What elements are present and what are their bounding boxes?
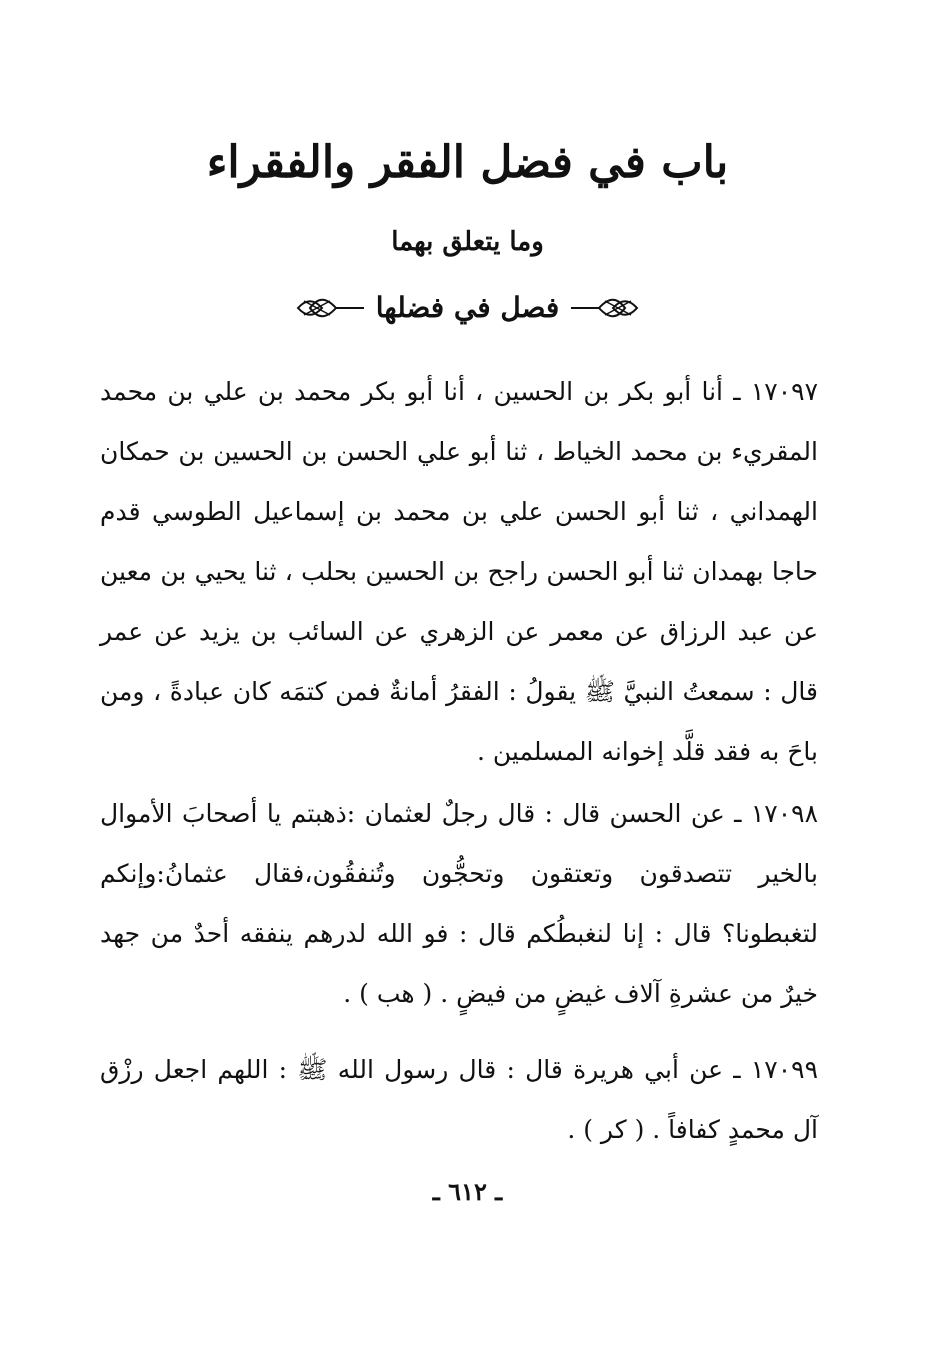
- hadith-number: ١٧٠٩٨: [750, 799, 818, 828]
- hadith-text: ـ أنا أبو بكر بن الحسين ، أنا أبو بكر محمد بن علي بن محمد المقريء بن محمد الخياط ، ثنا أبو علي الحسن بن الحسين بن حمكان الهمداني ، ثنا أبو الحسن علي بن محمد بن إسماعيل الطوسي قدم حاجا بهمدان ثنا أبو الحسن راجح بن الحسين بحلب ، ثنا يحيي بن معين عن عبد الرزاق عن معمر عن الزهري عن السائب بن يزيد عن عمر قال : سمعتُ النبيَّ ﷺ يقولُ : الفقرُ أمانةٌ فمن كتمَه كان عبادةً ، ومن باحَ به فقد قلَّد إخوانه المسلمين .: [100, 377, 818, 766]
- right-ornament-icon: [569, 293, 639, 323]
- hadith-paragraph: [100, 784, 818, 1024]
- chapter-subtitle: وما يتعلق بهما: [391, 227, 544, 257]
- hadith-paragraph: [100, 362, 818, 782]
- section-heading: [0, 286, 935, 330]
- hadith-text: ـ عن الحسن قال : قال رجلٌ لعثمان :ذهبتم يا أصحابَ الأموال بالخير تتصدقون وتعتقون وتحجُّون وتُنفقُون،فقال عثمانُ:وإنكم لتغبطونا؟ قال : إنا لنغبطُكم قال : فو الله لدرهم ينفقه أحدٌ من جهد خيرٌ من عشرةِ آلاف غيضٍ من فيضٍ . ( هب ) .: [100, 799, 818, 1008]
- section-title: فصل في فضلها: [375, 291, 560, 324]
- page-number: ـ ٦١٢ ـ: [432, 1177, 503, 1206]
- hadith-text: ـ عن أبي هريرة قال : قال رسول الله ﷺ : اللهم اجعل رزْق آل محمدٍ كفافاً . ( كر ) .: [100, 1055, 818, 1144]
- left-ornament-icon: [296, 293, 366, 323]
- chapter-title: باب في فضل الفقر والفقراء: [206, 137, 729, 188]
- hadith-number: ١٧٠٩٩: [750, 1055, 818, 1084]
- hadith-paragraph: [100, 1040, 818, 1160]
- hadith-number: ١٧٠٩٧: [750, 377, 818, 406]
